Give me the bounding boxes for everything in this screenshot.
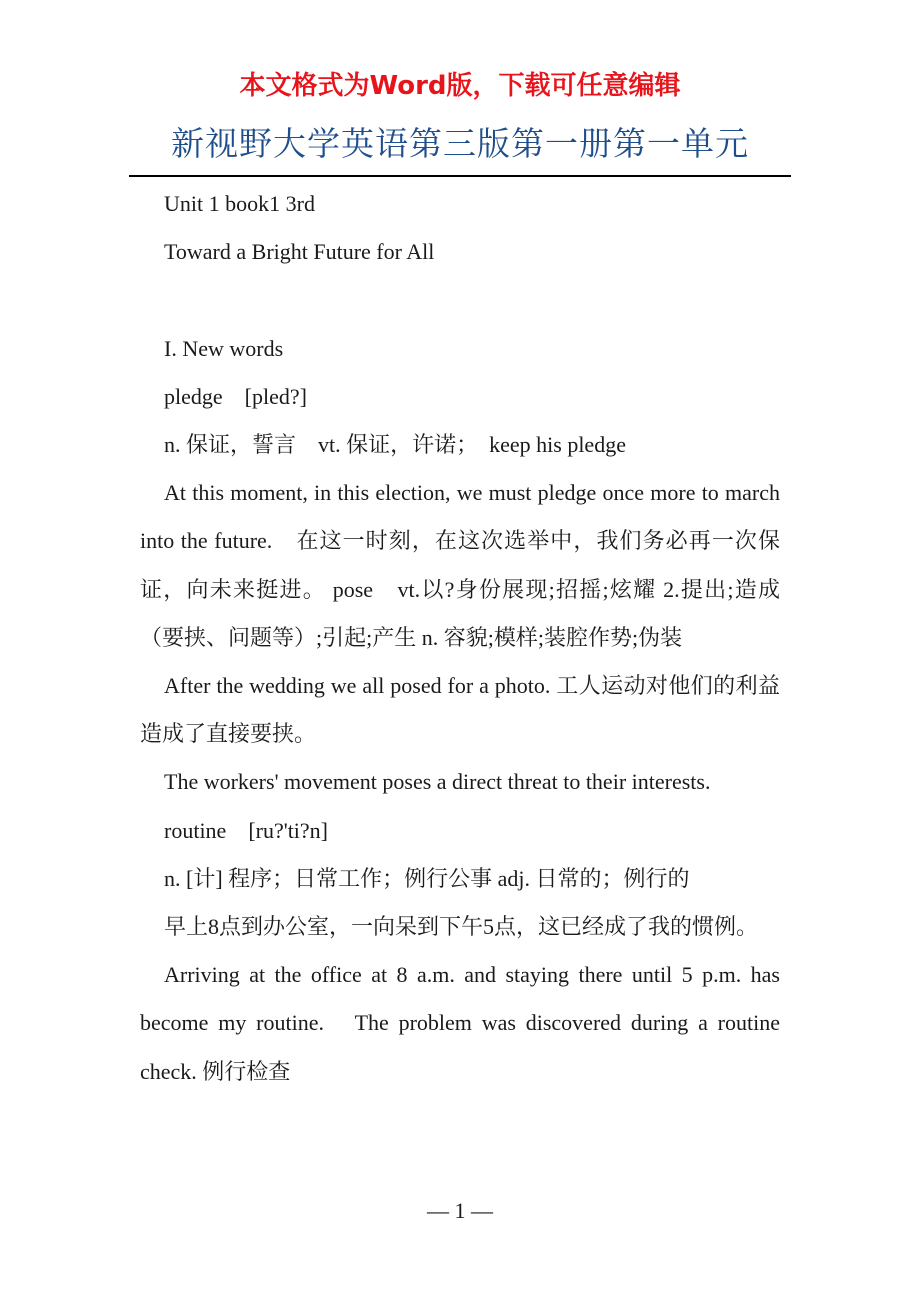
title-divider — [129, 175, 791, 177]
document-body — [140, 180, 780, 1096]
paragraph-example-pledge: At this moment, in this election, we must pledge once more to march into the future. 在这一时刻，在这次选举中，我们务必再一次保证，向未来挺进。 pose vt.以?身份展现;招摇;炫耀 2.提出;造成（要挟、问题等）;引起;产生 n. 容貌;模样;装腔作势;伪装 — [140, 480, 780, 650]
paragraph-example-routine-cn: 早上8点到办公室，一向呆到下午5点，这已经成了我的惯例。 — [164, 914, 759, 940]
document-title: 新视野大学英语第三版第一册第一单元 — [171, 124, 749, 163]
paragraph-example-pose: After the wedding we all posed for a photo. 工人运动对他们的利益造成了直接要挟。 — [140, 673, 780, 747]
page-number: — 1 — — [427, 1198, 493, 1223]
paragraph-word-routine: routine [ru?'ti?n] — [164, 817, 329, 843]
format-banner: 本文格式为Word版，下载可任意编辑 — [239, 71, 681, 101]
paragraph-example-routine-en: Arriving at the office at 8 a.m. and staying there until 5 p.m. has become my routine. The problem was discovered during a routine check. 例行检查 — [140, 962, 780, 1084]
paragraph-heading: Toward a Bright Future for All — [164, 239, 435, 265]
paragraph-example-pose-en: The workers' movement poses a direct threat to their interests. — [164, 769, 711, 795]
paragraph-definition-pledge: n. 保证，誓言 vt. 保证，许诺； keep his pledge — [164, 432, 626, 457]
paragraph-definition-routine: n. [计] 程序；日常工作；例行公事 adj. 日常的；例行的 — [164, 865, 690, 891]
paragraph-word-pledge: pledge [pled?] — [164, 383, 307, 409]
blank-line — [140, 276, 780, 324]
paragraph-section-heading: I. New words — [164, 335, 284, 361]
paragraph-unit: Unit 1 book1 3rd — [164, 191, 315, 216]
